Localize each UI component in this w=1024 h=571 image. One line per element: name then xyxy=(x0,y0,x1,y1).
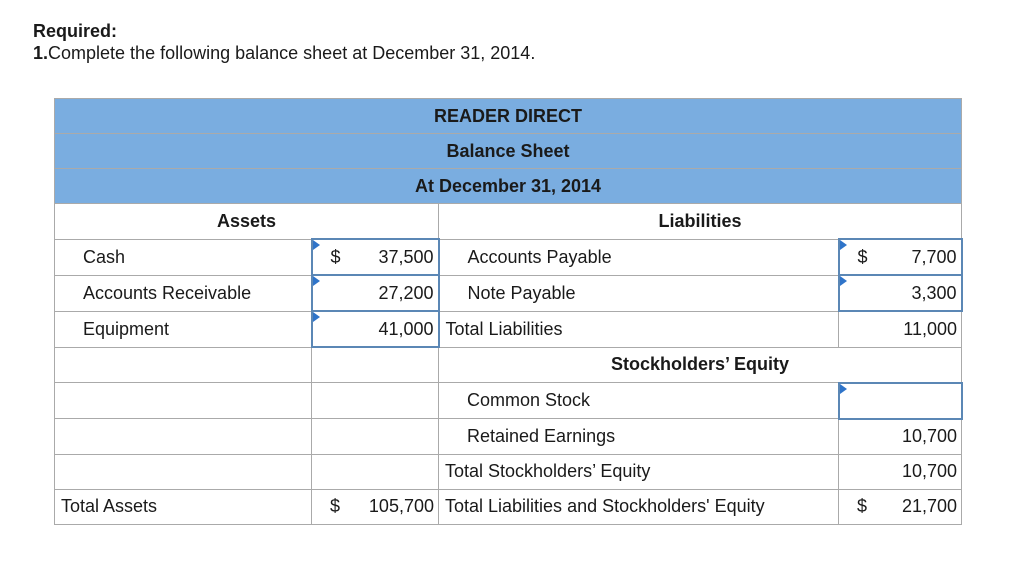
empty-cell xyxy=(312,454,439,489)
instruction-text: Complete the following balance sheet at December 31, 2014. xyxy=(48,43,536,63)
currency-sign: $ xyxy=(330,496,341,516)
empty-cell xyxy=(312,347,439,383)
currency-sign: $ xyxy=(330,246,341,267)
total-liab-equity-cell xyxy=(839,489,962,524)
company-name: READER DIRECT xyxy=(55,99,962,134)
assets-heading: Assets xyxy=(55,204,439,240)
instruction-line xyxy=(33,43,535,64)
empty-cell xyxy=(312,419,439,455)
required-heading: Required: xyxy=(33,21,118,41)
asset-label-cash: Cash xyxy=(55,239,312,275)
equity-heading: Stockholders’ Equity xyxy=(439,347,962,383)
asset-label-equipment: Equipment xyxy=(55,311,312,347)
total-liab-equity-label: Total Liabilities and Stockholders' Equity xyxy=(439,489,839,524)
empty-cell xyxy=(55,383,312,419)
liability-label-accounts-payable: Accounts Payable xyxy=(439,239,839,275)
total-liabilities-value: 11,000 xyxy=(839,311,962,347)
total-equity-value: 10,700 xyxy=(839,454,962,489)
accounts-payable-value: 7,700 xyxy=(911,246,957,267)
asset-label-receivable: Accounts Receivable xyxy=(55,275,312,311)
total-equity-label: Total Stockholders’ Equity xyxy=(439,454,839,489)
total-assets-value: 105,700 xyxy=(368,496,434,516)
equity-label-common-stock: Common Stock xyxy=(439,383,839,419)
statement-date: At December 31, 2014 xyxy=(55,169,962,204)
currency-sign: $ xyxy=(857,496,868,516)
equipment-amount-input[interactable]: 41,000 xyxy=(312,311,439,347)
empty-cell xyxy=(55,419,312,455)
balance-sheet-table xyxy=(54,98,963,525)
empty-cell xyxy=(312,383,439,419)
statement-title: Balance Sheet xyxy=(55,134,962,169)
cash-value: 37,500 xyxy=(378,246,434,267)
receivable-amount-input[interactable]: 27,200 xyxy=(312,275,439,311)
total-assets-cell xyxy=(312,489,439,524)
total-liabilities-label: Total Liabilities xyxy=(439,311,839,347)
liability-label-note-payable: Note Payable xyxy=(439,275,839,311)
currency-sign: $ xyxy=(857,246,868,267)
retained-earnings-value: 10,700 xyxy=(839,419,962,455)
total-liab-equity-value: 21,700 xyxy=(901,496,958,516)
empty-cell xyxy=(55,454,312,489)
equity-label-retained-earnings: Retained Earnings xyxy=(439,419,839,455)
common-stock-input[interactable] xyxy=(839,383,962,419)
liabilities-heading: Liabilities xyxy=(439,204,962,240)
total-assets-label: Total Assets xyxy=(55,489,312,524)
note-payable-input[interactable]: 3,300 xyxy=(839,275,962,311)
cash-amount-input[interactable] xyxy=(312,239,439,275)
empty-cell xyxy=(55,347,312,383)
instruction-number: 1. xyxy=(33,43,49,63)
accounts-payable-input[interactable] xyxy=(839,239,962,275)
